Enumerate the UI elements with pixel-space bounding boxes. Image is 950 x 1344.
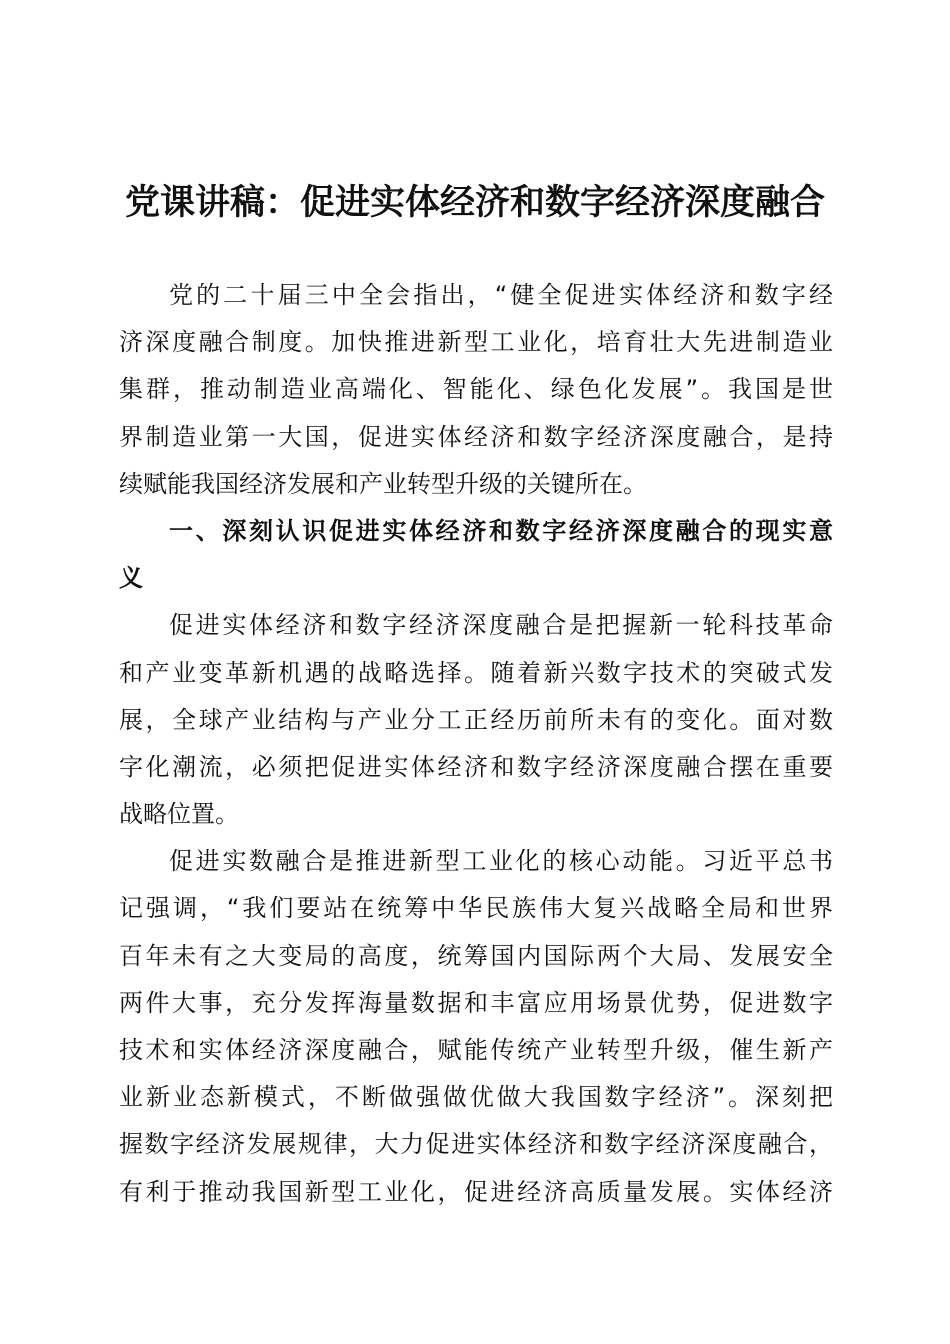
- section-heading: [119, 508, 833, 602]
- text-line: 集群，推动制造业高端化、智能化、绿色化发展”。我国是世: [119, 375, 833, 404]
- document-title: 党课讲稿：促进实体经济和数字经济深度融合: [124, 182, 825, 223]
- text-line: 促进实体经济和数字经济深度融合是把握新一轮科技革命: [169, 611, 833, 640]
- text-line: 记强调，“我们要站在统筹中华民族伟大复兴战略全局和世界: [119, 894, 833, 923]
- text-line: 握数字经济发展规律，大力促进实体经济和数字经济深度融合，: [119, 1130, 833, 1159]
- text-line: 两件大事，充分发挥海量数据和丰富应用场景优势，促进数字: [119, 988, 833, 1017]
- text-line: 业新业态新模式，不断做强做优做大我国数字经济”。深刻把: [119, 1083, 833, 1112]
- text-line: 有利于推动我国新型工业化，促进经济高质量发展。实体经济: [119, 1177, 833, 1206]
- text-line: 续赋能我国经济发展和产业转型升级的关键所在。: [119, 469, 647, 498]
- paragraph-strategic-choice: [119, 602, 833, 838]
- document-body: [119, 272, 833, 1216]
- heading-line: 一、深刻认识促进实体经济和数字经济深度融合的现实意: [169, 516, 833, 545]
- text-line: 党的二十届三中全会指出，“健全促进实体经济和数字经: [169, 281, 833, 309]
- text-line: 促进实数融合是推进新型工业化的核心动能。习近平总书: [169, 847, 833, 876]
- text-line: 百年未有之大变局的高度，统筹国内国际两个大局、发展安全: [119, 941, 833, 970]
- paragraph-core-momentum: [119, 838, 833, 1216]
- text-line: 界制造业第一大国，促进实体经济和数字经济深度融合，是持: [119, 422, 833, 451]
- text-line: 济深度融合制度。加快推进新型工业化，培育壮大先进制造业: [119, 328, 833, 357]
- text-line: 和产业变革新机遇的战略选择。随着新兴数字技术的突破式发: [119, 658, 833, 687]
- paragraph-intro: [119, 272, 833, 508]
- text-line: 字化潮流，必须把促进实体经济和数字经济深度融合摆在重要: [119, 752, 833, 781]
- text-line: 战略位置。: [119, 800, 239, 829]
- heading-line: 义: [119, 564, 143, 593]
- text-line: 展，全球产业结构与产业分工正经历前所未有的变化。面对数: [119, 705, 833, 734]
- text-line: 技术和实体经济深度融合，赋能传统产业转型升级，催生新产: [119, 1036, 833, 1064]
